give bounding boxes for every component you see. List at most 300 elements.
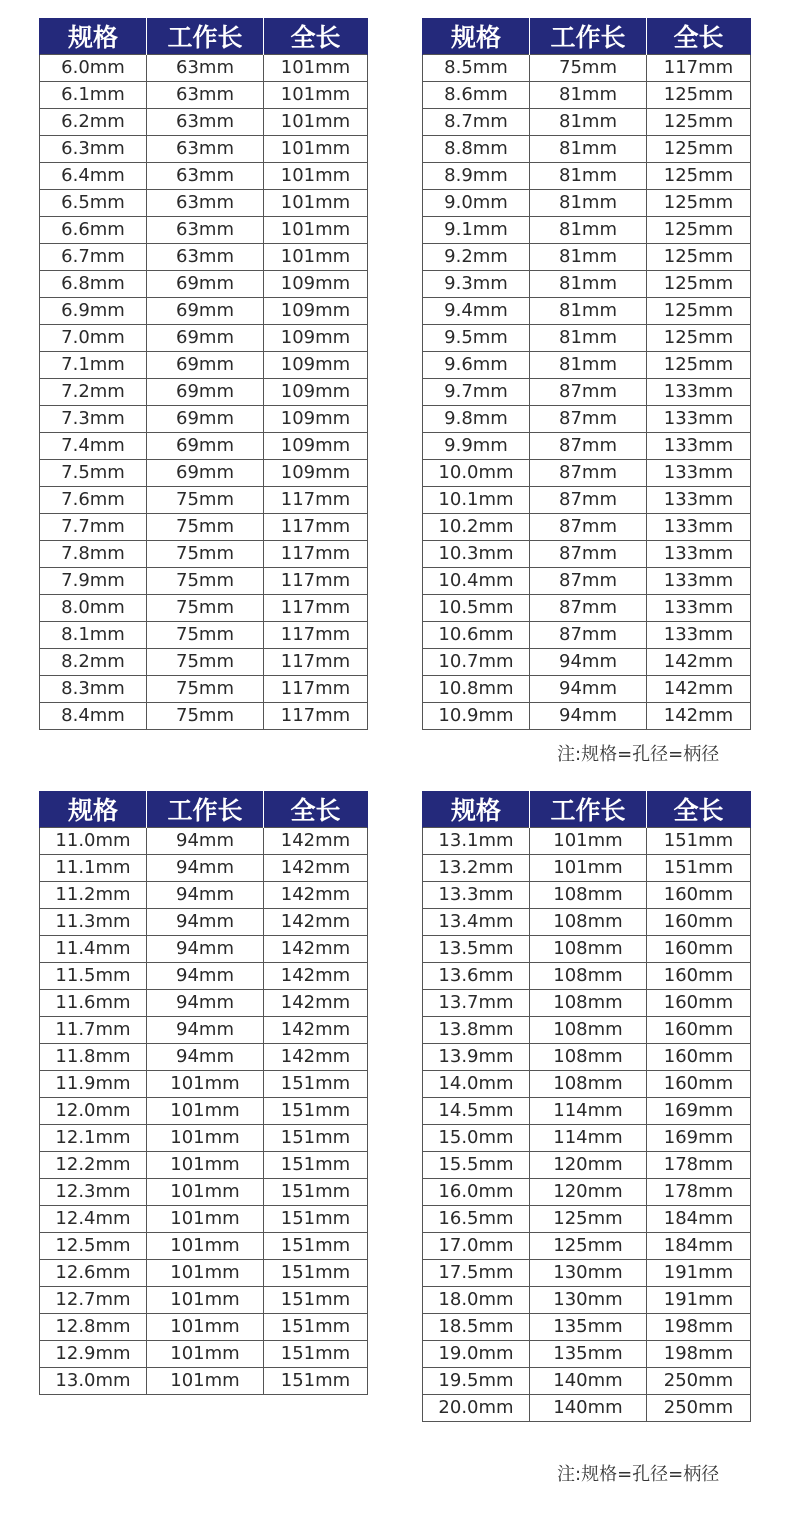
cell-working-length: 63mm — [147, 82, 264, 109]
cell-total-length: 151mm — [264, 1341, 368, 1368]
cell-spec: 8.5mm — [423, 55, 530, 82]
cell-total-length: 151mm — [647, 828, 751, 855]
cell-spec: 9.2mm — [423, 244, 530, 271]
table-row — [40, 1368, 368, 1395]
cell-spec: 10.1mm — [423, 487, 530, 514]
cell-working-length: 69mm — [147, 460, 264, 487]
header-spec: 规格 — [40, 18, 147, 55]
cell-spec: 7.4mm — [40, 433, 147, 460]
cell-spec: 9.9mm — [423, 433, 530, 460]
cell-total-length: 133mm — [647, 487, 751, 514]
table-row — [40, 244, 368, 271]
table-row — [40, 460, 368, 487]
cell-spec: 12.4mm — [40, 1206, 147, 1233]
table-row — [40, 1017, 368, 1044]
cell-total-length: 191mm — [647, 1260, 751, 1287]
cell-total-length: 101mm — [264, 163, 368, 190]
cell-spec: 12.9mm — [40, 1341, 147, 1368]
cell-total-length: 125mm — [647, 217, 751, 244]
header-working-length: 工作长 — [147, 791, 264, 828]
cell-spec: 6.3mm — [40, 136, 147, 163]
cell-total-length: 117mm — [264, 514, 368, 541]
cell-working-length: 87mm — [530, 487, 647, 514]
cell-spec: 6.2mm — [40, 109, 147, 136]
cell-working-length: 101mm — [530, 855, 647, 882]
header-spec: 规格 — [40, 791, 147, 828]
table-row — [40, 163, 368, 190]
cell-spec: 13.6mm — [423, 963, 530, 990]
table-row — [423, 622, 751, 649]
table-row — [423, 1179, 751, 1206]
cell-total-length: 101mm — [264, 109, 368, 136]
cell-spec: 8.4mm — [40, 703, 147, 730]
cell-spec: 7.5mm — [40, 460, 147, 487]
cell-total-length: 169mm — [647, 1125, 751, 1152]
table-row — [423, 990, 751, 1017]
table-row — [40, 1098, 368, 1125]
cell-working-length: 101mm — [147, 1125, 264, 1152]
cell-working-length: 81mm — [530, 190, 647, 217]
cell-spec: 12.1mm — [40, 1125, 147, 1152]
cell-total-length: 117mm — [647, 55, 751, 82]
cell-spec: 8.8mm — [423, 136, 530, 163]
table-row — [40, 298, 368, 325]
cell-spec: 10.4mm — [423, 568, 530, 595]
cell-total-length: 109mm — [264, 325, 368, 352]
table-row — [423, 406, 751, 433]
table-row — [40, 487, 368, 514]
cell-total-length: 184mm — [647, 1233, 751, 1260]
cell-total-length: 151mm — [264, 1314, 368, 1341]
table-row — [40, 1314, 368, 1341]
cell-working-length: 94mm — [530, 676, 647, 703]
table-row — [423, 460, 751, 487]
cell-working-length: 87mm — [530, 541, 647, 568]
cell-spec: 7.6mm — [40, 487, 147, 514]
table-row — [40, 1152, 368, 1179]
table-row — [423, 82, 751, 109]
header-working-length: 工作长 — [530, 791, 647, 828]
cell-working-length: 63mm — [147, 163, 264, 190]
cell-total-length: 160mm — [647, 936, 751, 963]
cell-spec: 9.1mm — [423, 217, 530, 244]
cell-spec: 6.1mm — [40, 82, 147, 109]
cell-spec: 9.6mm — [423, 352, 530, 379]
cell-spec: 8.1mm — [40, 622, 147, 649]
table-row — [423, 676, 751, 703]
cell-spec: 9.8mm — [423, 406, 530, 433]
cell-total-length: 142mm — [264, 1017, 368, 1044]
header-working-length: 工作长 — [530, 18, 647, 55]
table-row — [423, 217, 751, 244]
table-header-row — [423, 18, 751, 55]
cell-working-length: 94mm — [147, 828, 264, 855]
spec-table-3 — [39, 791, 368, 1395]
cell-total-length: 125mm — [647, 244, 751, 271]
cell-working-length: 101mm — [147, 1260, 264, 1287]
cell-total-length: 117mm — [264, 487, 368, 514]
cell-total-length: 133mm — [647, 406, 751, 433]
table-row — [423, 909, 751, 936]
cell-total-length: 198mm — [647, 1341, 751, 1368]
table-row — [40, 325, 368, 352]
cell-total-length: 109mm — [264, 379, 368, 406]
cell-working-length: 81mm — [530, 109, 647, 136]
cell-total-length: 142mm — [647, 703, 751, 730]
cell-working-length: 94mm — [147, 1017, 264, 1044]
cell-working-length: 101mm — [147, 1314, 264, 1341]
cell-spec: 11.1mm — [40, 855, 147, 882]
table-row — [423, 1341, 751, 1368]
cell-working-length: 108mm — [530, 1071, 647, 1098]
table-row — [423, 298, 751, 325]
cell-total-length: 133mm — [647, 568, 751, 595]
header-spec: 规格 — [423, 791, 530, 828]
cell-spec: 6.7mm — [40, 244, 147, 271]
cell-spec: 6.9mm — [40, 298, 147, 325]
cell-working-length: 75mm — [147, 541, 264, 568]
cell-total-length: 133mm — [647, 622, 751, 649]
cell-working-length: 94mm — [147, 855, 264, 882]
cell-total-length: 142mm — [264, 882, 368, 909]
cell-total-length: 191mm — [647, 1287, 751, 1314]
cell-working-length: 108mm — [530, 882, 647, 909]
cell-spec: 12.5mm — [40, 1233, 147, 1260]
cell-total-length: 142mm — [264, 990, 368, 1017]
table-row — [40, 568, 368, 595]
cell-working-length: 101mm — [147, 1179, 264, 1206]
cell-working-length: 94mm — [147, 1044, 264, 1071]
cell-spec: 16.5mm — [423, 1206, 530, 1233]
cell-working-length: 135mm — [530, 1314, 647, 1341]
cell-spec: 7.0mm — [40, 325, 147, 352]
cell-spec: 16.0mm — [423, 1179, 530, 1206]
cell-spec: 12.0mm — [40, 1098, 147, 1125]
table-row — [40, 622, 368, 649]
cell-spec: 10.0mm — [423, 460, 530, 487]
cell-working-length: 101mm — [147, 1206, 264, 1233]
table-row — [40, 1341, 368, 1368]
cell-total-length: 117mm — [264, 541, 368, 568]
table-row — [423, 1395, 751, 1422]
cell-working-length: 75mm — [147, 568, 264, 595]
cell-spec: 11.4mm — [40, 936, 147, 963]
cell-total-length: 151mm — [264, 1260, 368, 1287]
cell-total-length: 142mm — [264, 1044, 368, 1071]
cell-spec: 9.4mm — [423, 298, 530, 325]
cell-total-length: 151mm — [264, 1233, 368, 1260]
cell-working-length: 114mm — [530, 1125, 647, 1152]
table-row — [423, 1260, 751, 1287]
cell-working-length: 114mm — [530, 1098, 647, 1125]
table-row — [40, 514, 368, 541]
header-total-length: 全长 — [647, 18, 751, 55]
cell-total-length: 125mm — [647, 298, 751, 325]
cell-working-length: 81mm — [530, 136, 647, 163]
cell-total-length: 142mm — [264, 855, 368, 882]
cell-spec: 13.5mm — [423, 936, 530, 963]
cell-spec: 11.2mm — [40, 882, 147, 909]
header-total-length: 全长 — [647, 791, 751, 828]
cell-total-length: 125mm — [647, 82, 751, 109]
cell-spec: 7.3mm — [40, 406, 147, 433]
cell-total-length: 101mm — [264, 136, 368, 163]
table-row — [40, 963, 368, 990]
cell-total-length: 178mm — [647, 1179, 751, 1206]
table-row — [40, 1179, 368, 1206]
cell-working-length: 140mm — [530, 1395, 647, 1422]
header-total-length: 全长 — [264, 18, 368, 55]
cell-spec: 8.9mm — [423, 163, 530, 190]
table-row — [423, 379, 751, 406]
table-row — [40, 1233, 368, 1260]
table-row — [40, 406, 368, 433]
cell-spec: 10.6mm — [423, 622, 530, 649]
cell-spec: 9.7mm — [423, 379, 530, 406]
table-row — [40, 1206, 368, 1233]
cell-working-length: 81mm — [530, 82, 647, 109]
cell-total-length: 169mm — [647, 1098, 751, 1125]
cell-spec: 13.9mm — [423, 1044, 530, 1071]
cell-working-length: 69mm — [147, 379, 264, 406]
cell-working-length: 69mm — [147, 271, 264, 298]
cell-total-length: 250mm — [647, 1368, 751, 1395]
cell-spec: 12.6mm — [40, 1260, 147, 1287]
cell-spec: 11.8mm — [40, 1044, 147, 1071]
cell-spec: 15.0mm — [423, 1125, 530, 1152]
spec-table-1 — [39, 18, 368, 730]
spec-table-2 — [422, 18, 751, 730]
table-row — [423, 828, 751, 855]
table-row — [40, 703, 368, 730]
cell-working-length: 130mm — [530, 1260, 647, 1287]
table-row — [40, 649, 368, 676]
table-row — [423, 1125, 751, 1152]
table-row — [40, 909, 368, 936]
cell-working-length: 108mm — [530, 990, 647, 1017]
table-row — [40, 82, 368, 109]
cell-spec: 13.1mm — [423, 828, 530, 855]
spec-table-4 — [422, 791, 751, 1422]
table-row — [423, 1314, 751, 1341]
cell-spec: 6.0mm — [40, 55, 147, 82]
cell-spec: 7.1mm — [40, 352, 147, 379]
cell-total-length: 117mm — [264, 595, 368, 622]
cell-total-length: 109mm — [264, 460, 368, 487]
cell-total-length: 151mm — [264, 1125, 368, 1152]
cell-working-length: 101mm — [147, 1368, 264, 1395]
cell-working-length: 63mm — [147, 244, 264, 271]
cell-spec: 11.6mm — [40, 990, 147, 1017]
table-row — [40, 136, 368, 163]
cell-spec: 12.8mm — [40, 1314, 147, 1341]
cell-total-length: 125mm — [647, 109, 751, 136]
cell-working-length: 75mm — [147, 676, 264, 703]
table-row — [423, 1017, 751, 1044]
table-row — [40, 55, 368, 82]
cell-spec: 6.6mm — [40, 217, 147, 244]
cell-working-length: 63mm — [147, 190, 264, 217]
cell-spec: 8.2mm — [40, 649, 147, 676]
table-row — [423, 271, 751, 298]
cell-working-length: 101mm — [147, 1098, 264, 1125]
cell-total-length: 117mm — [264, 622, 368, 649]
table-row — [423, 352, 751, 379]
cell-total-length: 133mm — [647, 514, 751, 541]
cell-spec: 9.0mm — [423, 190, 530, 217]
table-row — [423, 541, 751, 568]
cell-total-length: 117mm — [264, 703, 368, 730]
table-row — [40, 676, 368, 703]
table-row — [423, 433, 751, 460]
table-row — [423, 163, 751, 190]
cell-spec: 7.8mm — [40, 541, 147, 568]
cell-spec: 13.0mm — [40, 1368, 147, 1395]
cell-total-length: 117mm — [264, 568, 368, 595]
cell-working-length: 130mm — [530, 1287, 647, 1314]
cell-total-length: 151mm — [264, 1071, 368, 1098]
cell-total-length: 178mm — [647, 1152, 751, 1179]
cell-working-length: 75mm — [147, 487, 264, 514]
cell-spec: 12.2mm — [40, 1152, 147, 1179]
cell-spec: 13.3mm — [423, 882, 530, 909]
cell-working-length: 101mm — [147, 1152, 264, 1179]
cell-working-length: 94mm — [530, 649, 647, 676]
table-row — [40, 352, 368, 379]
cell-working-length: 108mm — [530, 963, 647, 990]
cell-total-length: 160mm — [647, 990, 751, 1017]
cell-working-length: 87mm — [530, 433, 647, 460]
cell-working-length: 81mm — [530, 298, 647, 325]
cell-working-length: 75mm — [530, 55, 647, 82]
cell-working-length: 81mm — [530, 163, 647, 190]
cell-working-length: 87mm — [530, 460, 647, 487]
cell-working-length: 101mm — [147, 1233, 264, 1260]
table-row — [40, 1287, 368, 1314]
table-row — [40, 828, 368, 855]
cell-total-length: 142mm — [264, 828, 368, 855]
cell-working-length: 125mm — [530, 1206, 647, 1233]
cell-spec: 7.2mm — [40, 379, 147, 406]
cell-total-length: 125mm — [647, 352, 751, 379]
cell-working-length: 135mm — [530, 1341, 647, 1368]
table-row — [423, 325, 751, 352]
cell-total-length: 184mm — [647, 1206, 751, 1233]
cell-spec: 10.8mm — [423, 676, 530, 703]
cell-spec: 17.5mm — [423, 1260, 530, 1287]
cell-working-length: 94mm — [530, 703, 647, 730]
cell-working-length: 69mm — [147, 298, 264, 325]
cell-working-length: 94mm — [147, 882, 264, 909]
table-header-row — [40, 18, 368, 55]
cell-total-length: 101mm — [264, 82, 368, 109]
cell-working-length: 101mm — [530, 828, 647, 855]
cell-spec: 7.9mm — [40, 568, 147, 595]
table-header-row — [423, 791, 751, 828]
cell-total-length: 133mm — [647, 433, 751, 460]
cell-working-length: 120mm — [530, 1179, 647, 1206]
table-row — [423, 1287, 751, 1314]
cell-spec: 18.0mm — [423, 1287, 530, 1314]
cell-spec: 13.4mm — [423, 909, 530, 936]
cell-total-length: 133mm — [647, 460, 751, 487]
table-row — [423, 1152, 751, 1179]
cell-spec: 13.8mm — [423, 1017, 530, 1044]
cell-total-length: 125mm — [647, 325, 751, 352]
table-row — [423, 487, 751, 514]
table-row — [40, 882, 368, 909]
cell-total-length: 101mm — [264, 55, 368, 82]
cell-working-length: 69mm — [147, 406, 264, 433]
cell-working-length: 81mm — [530, 244, 647, 271]
cell-working-length: 81mm — [530, 325, 647, 352]
cell-total-length: 151mm — [264, 1287, 368, 1314]
cell-total-length: 125mm — [647, 190, 751, 217]
table-row — [40, 855, 368, 882]
cell-spec: 14.5mm — [423, 1098, 530, 1125]
table-row — [40, 990, 368, 1017]
cell-spec: 11.0mm — [40, 828, 147, 855]
header-spec: 规格 — [423, 18, 530, 55]
cell-total-length: 109mm — [264, 352, 368, 379]
table-row — [40, 190, 368, 217]
table-row — [40, 1044, 368, 1071]
cell-total-length: 142mm — [264, 936, 368, 963]
cell-spec: 14.0mm — [423, 1071, 530, 1098]
table-row — [423, 595, 751, 622]
cell-working-length: 140mm — [530, 1368, 647, 1395]
cell-total-length: 109mm — [264, 406, 368, 433]
cell-spec: 17.0mm — [423, 1233, 530, 1260]
table-row — [423, 190, 751, 217]
cell-working-length: 75mm — [147, 514, 264, 541]
cell-total-length: 142mm — [647, 649, 751, 676]
table-row — [40, 379, 368, 406]
cell-spec: 12.3mm — [40, 1179, 147, 1206]
cell-total-length: 133mm — [647, 541, 751, 568]
cell-total-length: 160mm — [647, 1071, 751, 1098]
table-row — [40, 1260, 368, 1287]
table-row — [423, 963, 751, 990]
header-working-length: 工作长 — [147, 18, 264, 55]
cell-total-length: 101mm — [264, 244, 368, 271]
cell-working-length: 101mm — [147, 1071, 264, 1098]
cell-spec: 6.8mm — [40, 271, 147, 298]
cell-working-length: 101mm — [147, 1341, 264, 1368]
cell-total-length: 101mm — [264, 190, 368, 217]
cell-total-length: 151mm — [647, 855, 751, 882]
cell-working-length: 94mm — [147, 936, 264, 963]
cell-total-length: 109mm — [264, 433, 368, 460]
table-row — [40, 595, 368, 622]
cell-working-length: 75mm — [147, 649, 264, 676]
cell-total-length: 125mm — [647, 271, 751, 298]
cell-total-length: 151mm — [264, 1152, 368, 1179]
cell-working-length: 87mm — [530, 406, 647, 433]
table-row — [423, 1206, 751, 1233]
table-row — [423, 936, 751, 963]
cell-working-length: 87mm — [530, 622, 647, 649]
cell-total-length: 160mm — [647, 909, 751, 936]
cell-spec: 11.5mm — [40, 963, 147, 990]
cell-spec: 8.6mm — [423, 82, 530, 109]
cell-total-length: 160mm — [647, 1017, 751, 1044]
cell-working-length: 87mm — [530, 514, 647, 541]
cell-working-length: 75mm — [147, 703, 264, 730]
cell-spec: 10.9mm — [423, 703, 530, 730]
cell-spec: 19.5mm — [423, 1368, 530, 1395]
cell-total-length: 101mm — [264, 217, 368, 244]
